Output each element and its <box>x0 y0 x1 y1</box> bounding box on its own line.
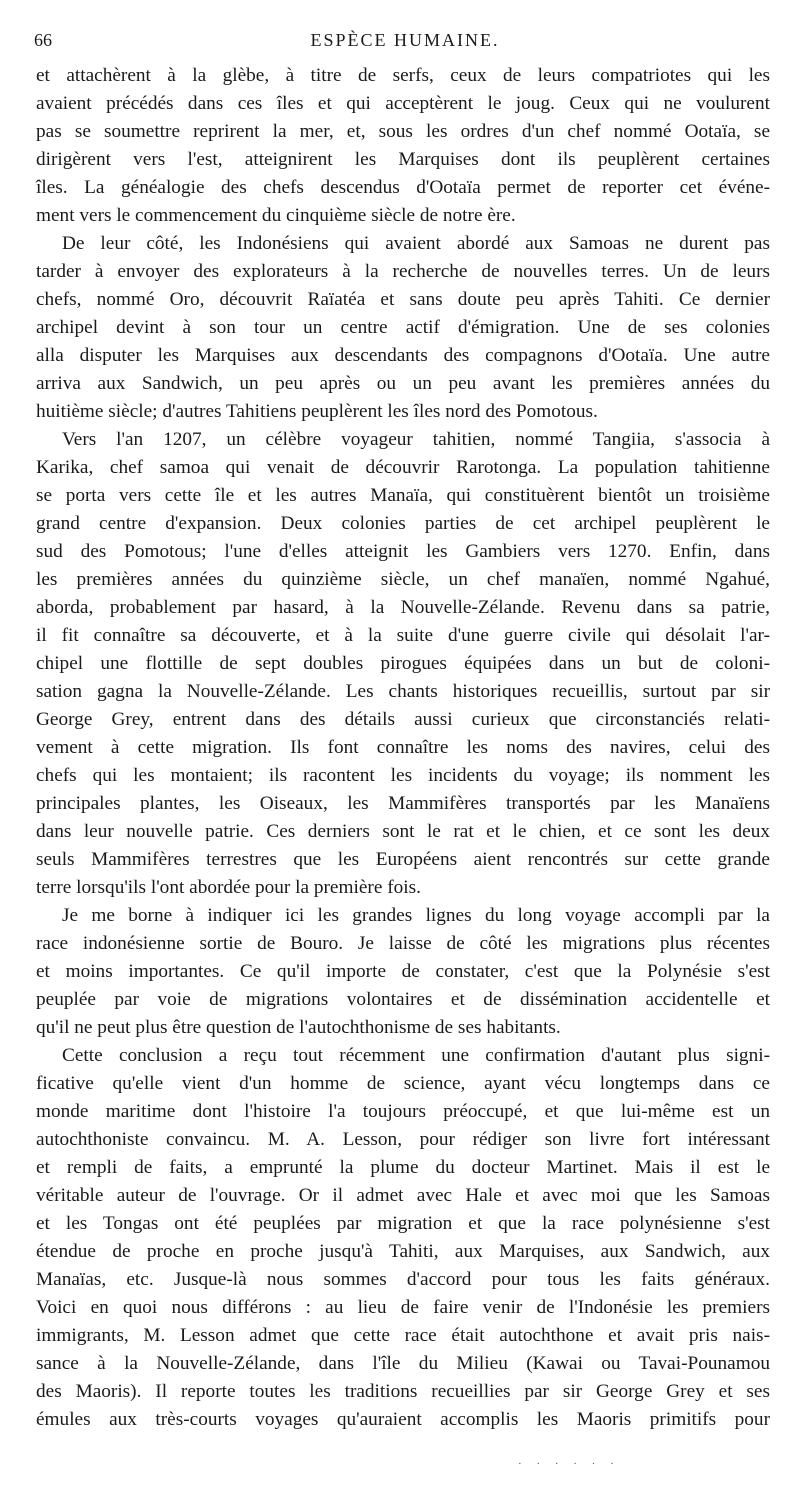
text-line: des Maoris). Il reporte toutes les traditions recueillies par sir George Grey et ses <box>36 1381 770 1402</box>
paragraph-first-line: Je me borne à indiquer ici les grandes lignes du long voyage accompli par la <box>62 905 770 926</box>
text-line: véritable auteur de l'ouvrage. Or il admet avec Hale et avec moi que les Samoas <box>36 1185 770 1206</box>
signature-mark: · · · · · · <box>518 1458 620 1470</box>
text-line: chipel une flottille de sept doubles pirogues équipées dans un but de coloni- <box>36 653 770 674</box>
text-line: ment vers le commencement du cinquième siècle de notre ère. <box>36 205 516 226</box>
text-line: huitième siècle; d'autres Tahitiens peuplèrent les îles nord des Pomotous. <box>36 401 598 422</box>
page-number: 66 <box>34 30 52 50</box>
text-line: autochthoniste convaincu. M. A. Lesson, pour rédiger son livre fort intéressant <box>36 1129 770 1150</box>
text-line: George Grey, entrent dans des détails aussi curieux que circonstanciés relati- <box>36 709 770 730</box>
text-line: chefs qui les montaient; ils racontent les incidents du voyage; ils nomment les <box>36 765 770 786</box>
text-line: et moins importantes. Ce qu'il importe de constater, c'est que la Polynésie s'est <box>36 961 770 982</box>
paragraph-first-line: Cette conclusion a reçu tout récemment une confirmation d'autant plus signi- <box>62 1045 770 1066</box>
text-line: peuplée par voie de migrations volontaires et de dissémination accidentelle et <box>36 989 770 1010</box>
text-line: et rempli de faits, a emprunté la plume du docteur Martinet. Mais il est le <box>36 1157 770 1178</box>
text-line: avaient précédés dans ces îles et qui acceptèrent le joug. Ceux qui ne voulurent <box>36 93 770 114</box>
text-line: étendue de proche en proche jusqu'à Tahiti, aux Marquises, aux Sandwich, aux <box>36 1241 770 1262</box>
text-line: chefs, nommé Oro, découvrit Raïatéa et sans doute peu après Tahiti. Ce dernier <box>36 289 770 310</box>
text-line: immigrants, M. Lesson admet que cette race était autochthone et avait pris nais- <box>36 1325 770 1346</box>
text-line: grand centre d'expansion. Deux colonies parties de cet archipel peuplèrent le <box>36 513 770 534</box>
text-line: Voici en quoi nous différons : au lieu de faire venir de l'Indonésie les premiers <box>36 1297 770 1318</box>
paragraph-first-line: De leur côté, les Indonésiens qui avaient abordé aux Samoas ne durent pas <box>62 233 770 254</box>
text-line: Manaïas, etc. Jusque-là nous sommes d'accord pour tous les faits généraux. <box>36 1269 770 1290</box>
running-head <box>34 30 776 56</box>
text-line: les premières années du quinzième siècle, un chef manaïen, nommé Ngahué, <box>36 569 770 590</box>
running-title: ESPÈCE HUMAINE. <box>310 30 500 50</box>
text-line: émules aux très-courts voyages qu'auraient accomplis les Maoris primitifs pour <box>36 1409 770 1430</box>
text-line: ficative qu'elle vient d'un homme de science, ayant vécu longtemps dans ce <box>36 1073 770 1094</box>
text-line: arriva aux Sandwich, un peu après ou un peu avant les premières années du <box>36 373 770 394</box>
text-line: îles. La généalogie des chefs descendus d'Ootaïa permet de reporter cet événe- <box>36 177 770 198</box>
text-line: Karika, chef samoa qui venait de découvrir Rarotonga. La population tahitienne <box>36 457 770 478</box>
text-line: seuls Mammifères terrestres que les Européens aient rencontrés sur cette grande <box>36 849 770 870</box>
text-line: qu'il ne peut plus être question de l'autochthonisme de ses habitants. <box>36 1017 561 1038</box>
text-line: principales plantes, les Oiseaux, les Mammifères transportés par les Manaïens <box>36 793 770 814</box>
text-line: et attachèrent à la glèbe, à titre de serfs, ceux de leurs compatriotes qui les <box>36 65 770 86</box>
text-line: pas se soumettre reprirent la mer, et, sous les ordres d'un chef nommé Ootaïa, se <box>36 121 770 142</box>
text-line: monde maritime dont l'histoire l'a toujours préoccupé, et que lui-même est un <box>36 1101 770 1122</box>
text-line: tarder à envoyer des explorateurs à la recherche de nouvelles terres. Un de leurs <box>36 261 770 282</box>
text-line: vement à cette migration. Ils font connaître les noms des navires, celui des <box>36 737 770 758</box>
text-line: se porta vers cette île et les autres Manaïa, qui constituèrent bientôt un troisième <box>36 485 770 506</box>
text-line: aborda, probablement par hasard, à la Nouvelle-Zélande. Revenu dans sa patrie, <box>36 597 770 618</box>
text-line: alla disputer les Marquises aux descendants des compagnons d'Ootaïa. Une autre <box>36 345 770 366</box>
text-line: race indonésienne sortie de Bouro. Je laisse de côté les migrations plus récentes <box>36 933 770 954</box>
text-line: et les Tongas ont été peuplées par migration et que la race polynésienne s'est <box>36 1213 770 1234</box>
text-line: archipel devint à son tour un centre actif d'émigration. Une de ses colonies <box>36 317 770 338</box>
text-line: terre lorsqu'ils l'ont abordée pour la première fois. <box>36 877 421 898</box>
text-line: sation gagna la Nouvelle-Zélande. Les chants historiques recueillis, surtout par sir <box>36 681 770 702</box>
text-line: il fit connaître sa découverte, et à la suite d'une guerre civile qui désolait l'ar- <box>36 625 770 646</box>
text-line: sud des Pomotous; l'une d'elles atteignit les Gambiers vers 1270. Enfin, dans <box>36 541 770 562</box>
text-line: sance à la Nouvelle-Zélande, dans l'île du Milieu (Kawai ou Tavai-Pounamou <box>36 1353 770 1374</box>
text-line: dirigèrent vers l'est, atteignirent les Marquises dont ils peuplèrent certaines <box>36 149 770 170</box>
text-line: dans leur nouvelle patrie. Ces derniers sont le rat et le chien, et ce sont les deux <box>36 821 770 842</box>
paragraph-first-line: Vers l'an 1207, un célèbre voyageur tahitien, nommé Tangiia, s'associa à <box>62 429 770 450</box>
